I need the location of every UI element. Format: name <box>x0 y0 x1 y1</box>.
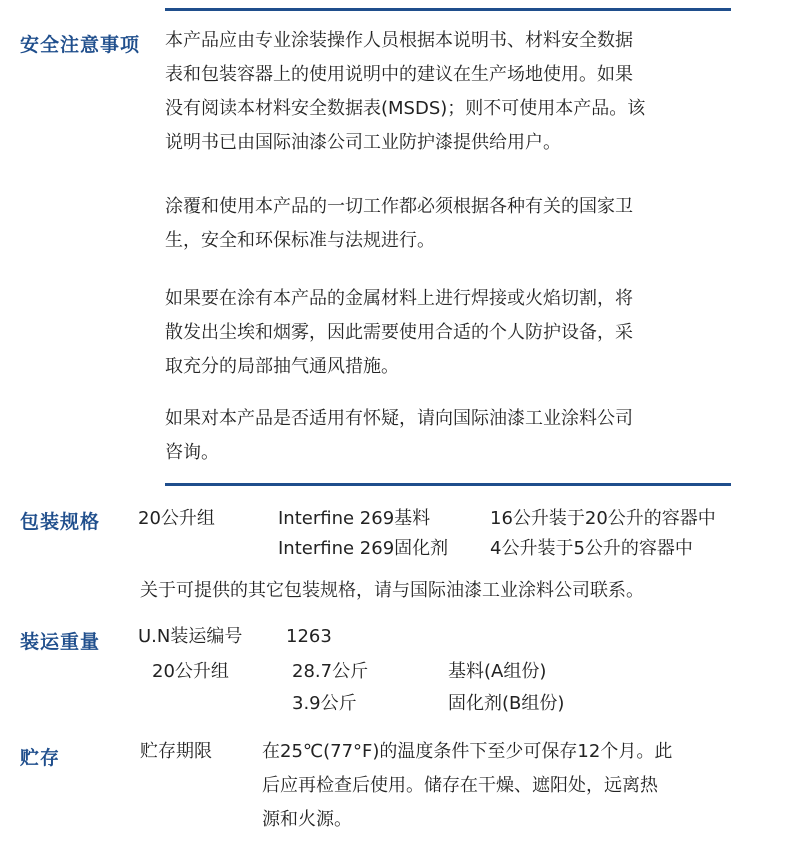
top-rule <box>165 8 731 11</box>
section-divider <box>165 483 731 486</box>
packaging-base-pack: 16公升装于20公升的容器中 <box>490 508 716 529</box>
shipping-heading: 装运重量 <box>20 631 101 653</box>
shipping-un-label: U.N装运编号 <box>138 626 243 647</box>
storage-heading: 贮存 <box>20 747 61 769</box>
safety-p1-line-2: 表和包装容器上的使用说明中的建议在生产场地使用。如果 <box>165 64 633 85</box>
safety-p3-line-3: 取充分的局部抽气通风措施。 <box>165 356 399 377</box>
shipping-un-value: 1263 <box>286 626 332 647</box>
safety-paragraph-1 <box>165 24 645 160</box>
packaging-base-name: Interfine 269基料 <box>278 508 431 529</box>
safety-p1-line-3: 没有阅读本材料安全数据表(MSDS)；则不可使用本产品。该 <box>165 98 646 119</box>
shipping-curing-label: 固化剂(B组份) <box>448 693 565 714</box>
safety-p3-line-1: 如果要在涂有本产品的金属材料上进行焊接或火焰切割，将 <box>165 288 633 309</box>
safety-p4-line-1: 如果对本产品是否适用有怀疑，请向国际油漆工业涂料公司 <box>165 408 633 429</box>
safety-p1-line-4: 说明书已由国际油漆公司工业防护漆提供给用户。 <box>165 132 561 153</box>
storage-label: 贮存期限 <box>140 741 212 762</box>
packaging-note: 关于可提供的其它包装规格，请与国际油漆工业涂料公司联系。 <box>140 580 644 601</box>
safety-p2-line-1: 涂覆和使用本产品的一切工作都必须根据各种有关的国家卫 <box>165 196 633 217</box>
safety-paragraph-4 <box>165 402 633 470</box>
storage-line-1: 在25℃(77°F)的温度条件下至少可保存12个月。此 <box>262 741 673 762</box>
shipping-set: 20公升组 <box>152 661 229 682</box>
safety-p4-line-2: 咨询。 <box>165 442 219 463</box>
storage-text <box>262 735 672 837</box>
shipping-curing-weight: 3.9公斤 <box>292 693 357 714</box>
safety-p1-line-1: 本产品应由专业涂装操作人员根据本说明书、材料安全数据 <box>165 30 633 51</box>
storage-line-3: 源和火源。 <box>262 809 352 830</box>
storage-line-2: 后应再检查后使用。储存在干燥、遮阳处，远离热 <box>262 775 658 796</box>
packaging-curing-name: Interfine 269固化剂 <box>278 538 449 559</box>
safety-paragraph-2 <box>165 190 633 258</box>
safety-paragraph-3 <box>165 282 633 384</box>
shipping-base-label: 基料(A组份) <box>448 661 547 682</box>
safety-p3-line-2: 散发出尘埃和烟雾，因此需要使用合适的个人防护设备，采 <box>165 322 633 343</box>
shipping-base-weight: 28.7公斤 <box>292 661 369 682</box>
safety-heading: 安全注意事项 <box>20 34 141 56</box>
packaging-heading: 包装规格 <box>20 511 101 533</box>
safety-p2-line-2: 生，安全和环保标准与法规进行。 <box>165 230 435 251</box>
packaging-curing-pack: 4公升装于5公升的容器中 <box>490 538 693 559</box>
packaging-set: 20公升组 <box>138 508 215 529</box>
